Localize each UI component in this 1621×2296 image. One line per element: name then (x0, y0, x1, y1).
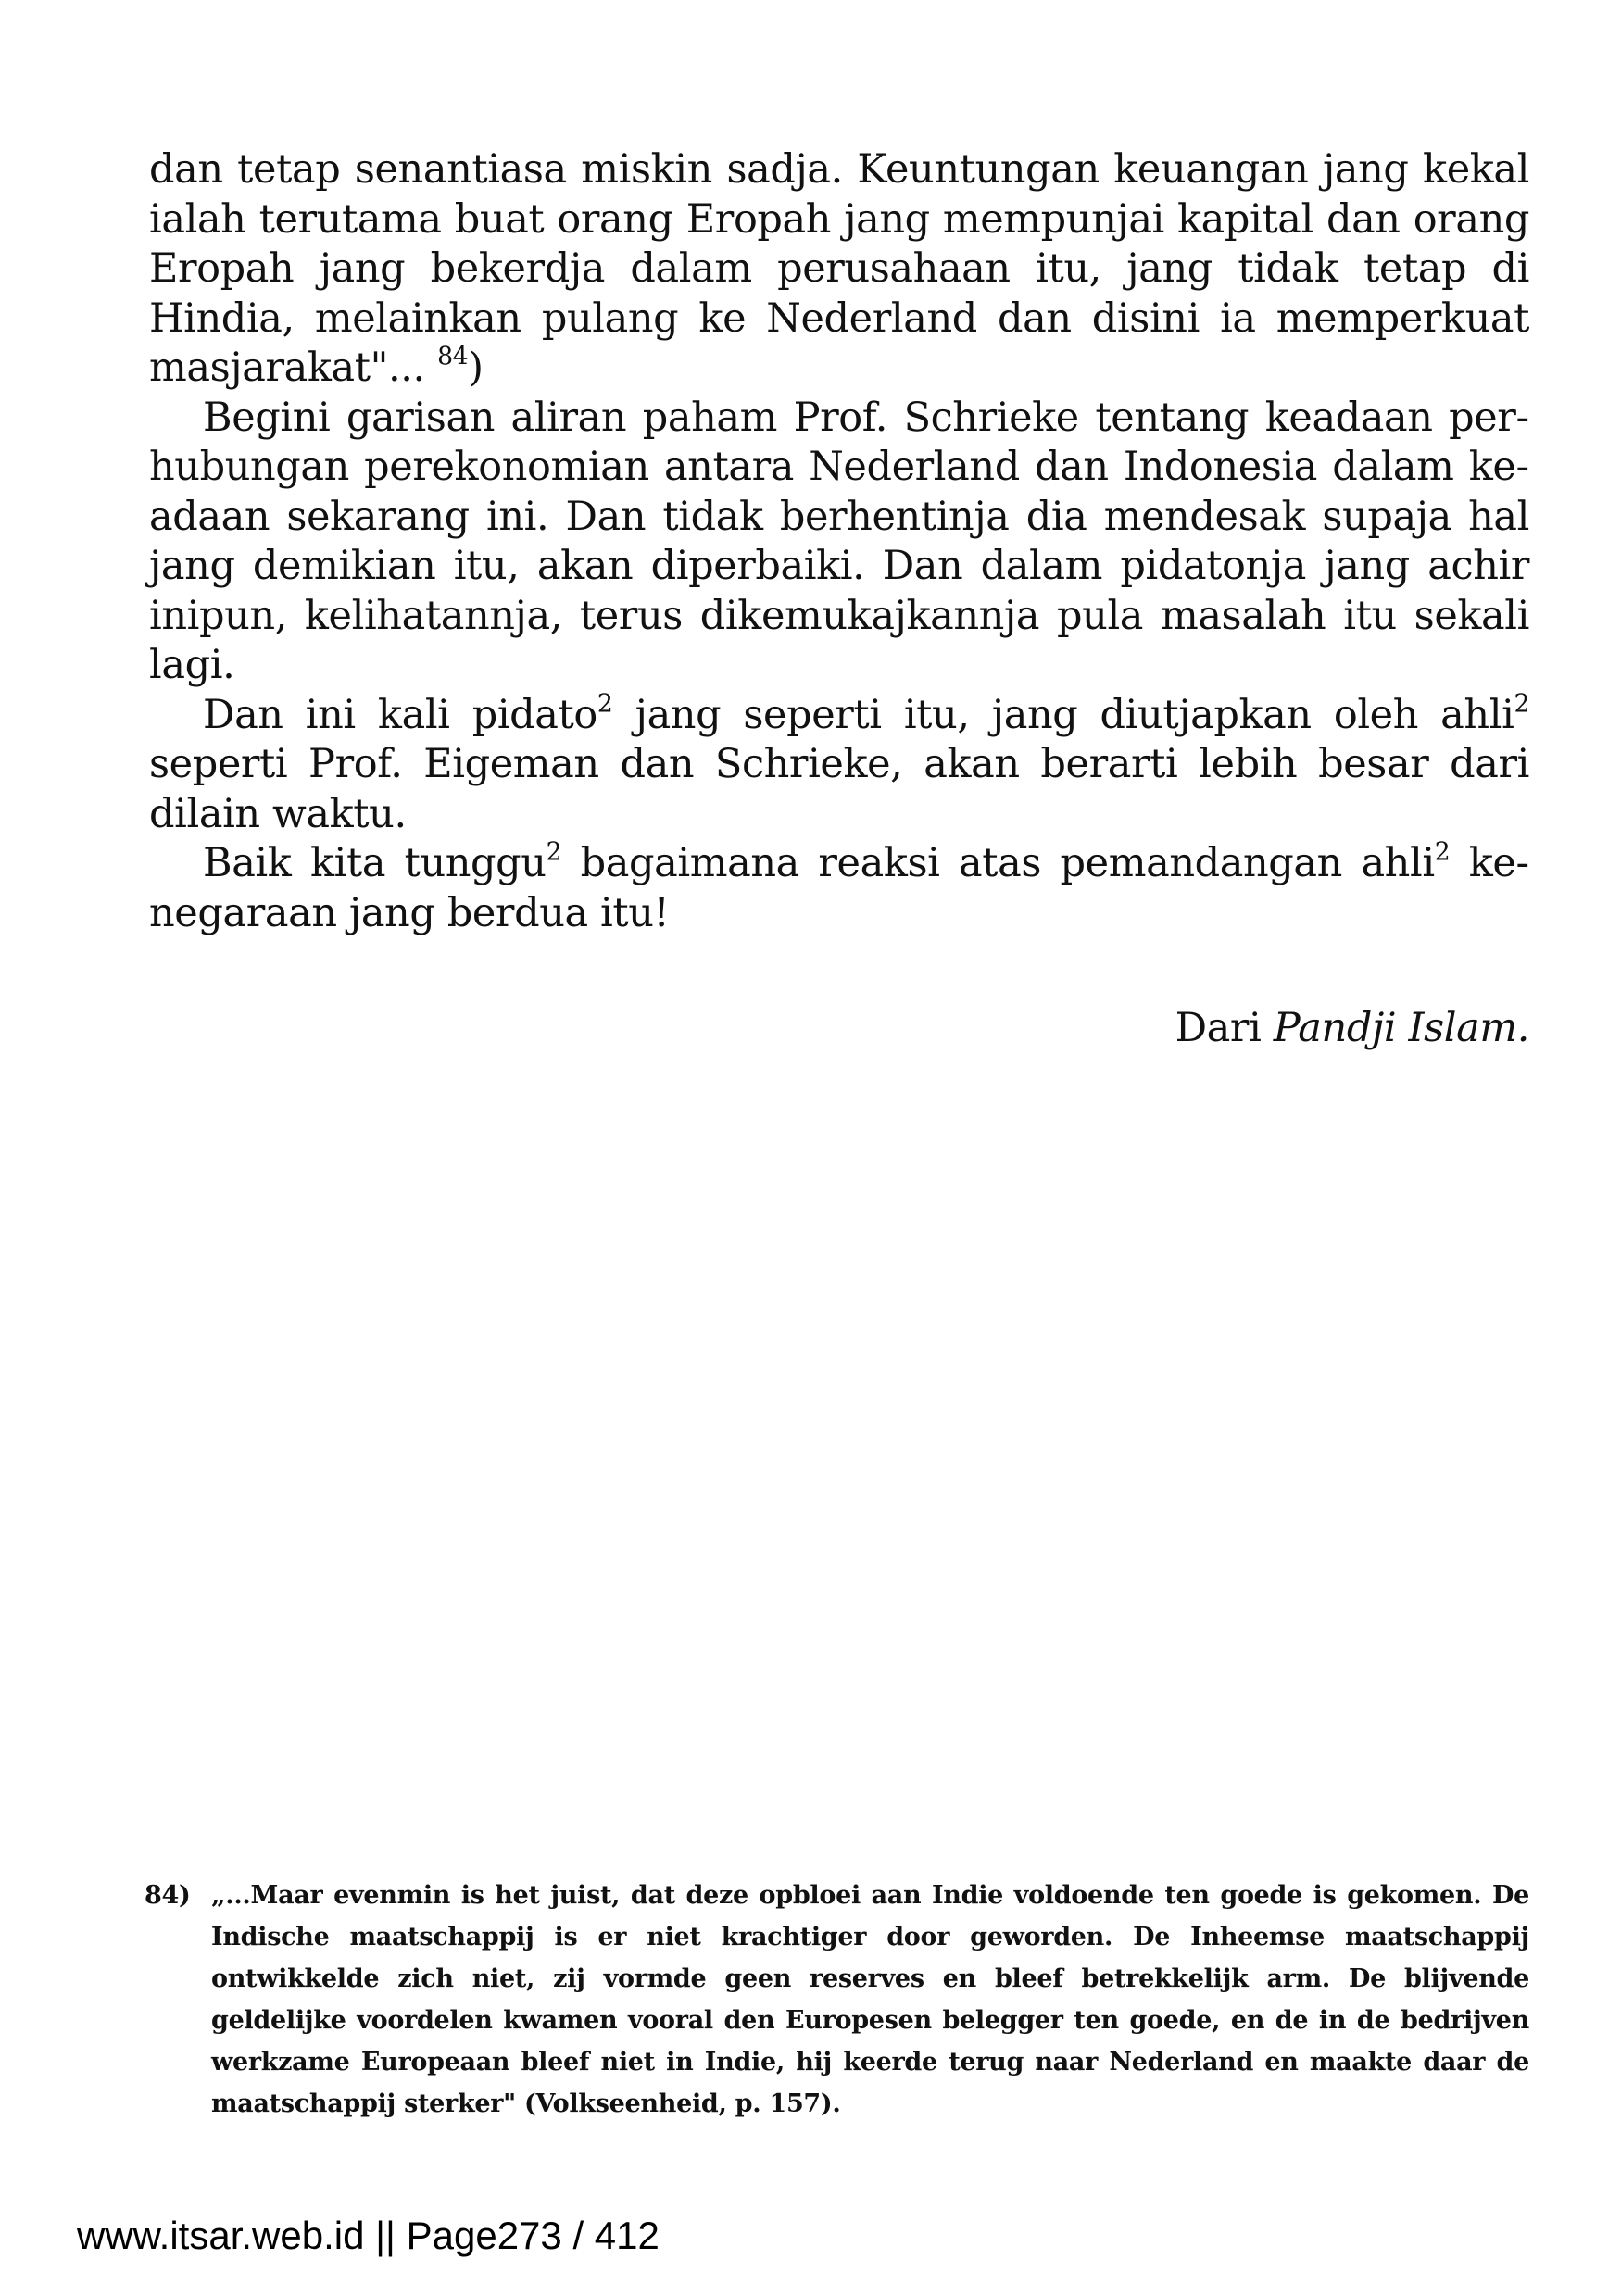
paragraph-4-part-3: kenegaraan jang berdua itu! (149, 840, 1529, 936)
footnote-number: 84) (145, 1881, 191, 1910)
superscript: 2 (1434, 837, 1451, 867)
paragraph-4 (149, 839, 1529, 938)
footnote-text: „...Maar evenmin is het juist, dat deze opbloei aan Indie voldoende ten goede is gekomen. De Indische maatschappij is er niet krachtiger door geworden. De Inheemse maatschappij ontwikkelde zich niet, zij vormde geen reserves en bleef betrekkelijk arm. De blijvende geldelijke voordelen kwamen vooral den Europesen belegger ten goede, en de in de bedrijven werkzame Europeaan bleef niet in Indie, hij keerde terug naar Nederland en maakte daar de maatschappij sterker" (Volkseenheid, p. 157). (211, 1881, 1529, 2118)
paragraph-1 (149, 145, 1529, 394)
paragraph-4-part-1: Baik kita tunggu (203, 840, 547, 886)
superscript: 2 (546, 837, 562, 867)
paragraph-3-part-1: Dan ini kali pidato (203, 691, 597, 738)
page-footer: www.itsar.web.id || Page273 / 412 (77, 2214, 660, 2257)
superscript: 2 (597, 689, 613, 719)
signature-prefix: Dari (1175, 1005, 1274, 1051)
main-text (149, 145, 1529, 938)
signature-source: Pandji Islam. (1273, 1005, 1529, 1051)
superscript: 2 (1514, 689, 1529, 719)
paragraph-3-part-2: jang seperti itu, jang diutjapkan oleh ahli (612, 691, 1514, 738)
paragraph-1-tail: ) (468, 345, 484, 391)
paragraph-3 (149, 691, 1529, 840)
paragraph-2: Begini garisan aliran paham Prof. Schrieke tentang keadaan perhubungan perekonomian antara Nederland dan Indonesia dalam keadaan sekarang ini. Dan tidak berhentinja dia mendesak supaja hal jang demikian itu, akan diperbaiki. Dan dalam pidatonja jang achir inipun, kelihatannja, terus dikemukajkannja pula masalah itu sekali lagi. (149, 394, 1529, 688)
paragraph-4-part-2: bagaimana reaksi atas pemandangan ahli (561, 840, 1435, 886)
footnote-84 (145, 1875, 1529, 2125)
footnote-ref-84[interactable]: 84 (437, 342, 469, 371)
paragraph-3-part-3: seperti Prof. Eigeman dan Schrieke, akan berarti lebih besar dari dilain waktu. (149, 741, 1529, 837)
paragraph-1-text: dan tetap senantiasa miskin sadja. Keuntungan keuangan jang kekal ialah terutama buat orang Eropah jang mempunjai kapital dan orang Eropah jang bekerdja dalam perusahaan itu, jang tidak tetap di Hindia, melainkan pulang ke Nederland dan disini ia memperkuat masjarakat"... (149, 146, 1529, 391)
source-signature (1175, 1004, 1529, 1053)
